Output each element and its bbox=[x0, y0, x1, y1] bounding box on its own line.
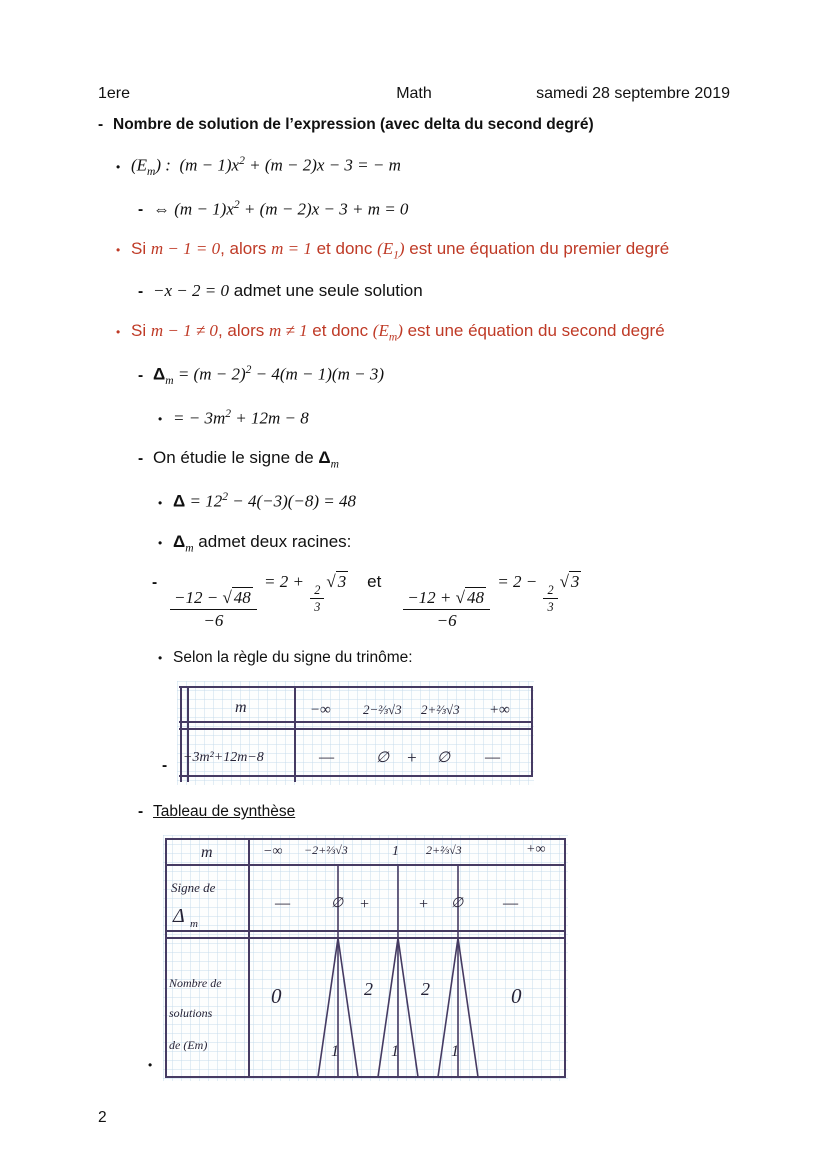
section-title-row bbox=[98, 115, 828, 136]
delta-sign-intro: On étudie le signe de $\Delta_m$ bbox=[153, 448, 339, 471]
dash-marker: - bbox=[138, 201, 144, 219]
bullet-marker: • bbox=[158, 535, 163, 550]
sign-table-row bbox=[162, 681, 828, 785]
table2-sign: — bbox=[275, 893, 291, 913]
bullet-marker: • bbox=[158, 651, 163, 666]
table2-sign: ∅ bbox=[451, 896, 464, 912]
table2-count-bottom: 1 bbox=[451, 1043, 459, 1061]
equation-main: $(E_m)$ : $(m - 1)x^2 + (m - 2)x - 3$ = − m bbox=[131, 153, 401, 178]
table2-count-top: 0 bbox=[511, 984, 522, 1009]
delta-expanded: = − $3m^2 + 12m - 8$ bbox=[173, 406, 309, 428]
delta-sign-intro-row bbox=[138, 447, 828, 472]
case-first-degree-detail: −x − 2 = 0 admet une seule solution bbox=[153, 281, 423, 301]
dash-marker: - bbox=[152, 573, 158, 591]
sign-table-trinome bbox=[177, 681, 534, 785]
trinome-rule-label: Selon la règle du signe du trinôme: bbox=[173, 649, 413, 667]
dash-marker: - bbox=[138, 366, 144, 384]
table2-header-cell: −∞ bbox=[263, 844, 283, 860]
equation-equiv: ⇔ $(m - 1)x^2 + (m - 2)x - 3 + m = 0$ bbox=[153, 197, 409, 219]
delta-roots-intro-row bbox=[158, 531, 828, 556]
table2-sign: — bbox=[503, 893, 519, 913]
table2-sign-label-sub: m bbox=[190, 918, 198, 931]
case-second-degree-row bbox=[116, 320, 828, 345]
case-first-degree: Si m − 1 = 0, alors m = 1 et donc $(E_1)$ est une équation du premier degré bbox=[131, 239, 670, 262]
table1-grid bbox=[177, 681, 534, 785]
roots-expression: $\frac{-12 - √ 48}{-6}$ = 2 + $\frac{2}{3}$ √ 3 et $\frac{-12 + √ 48}{-6}$ = 2 − $\frac{2}{3}$ √ 3 bbox=[167, 571, 581, 631]
delta-definition: $\Delta_m = (m - 2)^2 - 4(m - 1)(m - 3)$ bbox=[153, 363, 385, 388]
table1-header-cell: −∞ bbox=[310, 702, 331, 719]
dash-marker: - bbox=[138, 450, 144, 468]
delta-value: $\Delta = 12^2 - 4(-3)(-8) = 48$ bbox=[173, 490, 357, 512]
table2-sign: ∅ bbox=[331, 896, 344, 912]
table2-count-top: 2 bbox=[364, 979, 373, 1000]
bullet-marker: • bbox=[116, 325, 121, 340]
page-header bbox=[0, 0, 828, 103]
case-second-degree: Si m − 1 ≠ 0, alors m ≠ 1 et donc $(E_m)$ est une équation du second degré bbox=[131, 321, 665, 344]
synthesis-table-row bbox=[148, 835, 828, 1081]
table1-sign: — bbox=[319, 747, 335, 767]
delta-roots-intro: $\Delta_m$ admet deux racines: bbox=[173, 531, 352, 555]
table2-count-bottom: 1 bbox=[391, 1043, 399, 1061]
table1-header-cell: 2−⅔√3 bbox=[363, 702, 402, 718]
table2-count-label: solutions bbox=[169, 1006, 213, 1021]
table2-grid bbox=[163, 835, 568, 1081]
bullet-marker: • bbox=[116, 243, 121, 258]
bullet-marker: • bbox=[116, 159, 121, 174]
table2-count-top: 0 bbox=[271, 984, 282, 1009]
table2-sign: + bbox=[418, 896, 429, 914]
synthese-label: Tableau de synthèse bbox=[153, 803, 296, 821]
header-date: samedi 28 septembre 2019 bbox=[536, 85, 730, 102]
table2-count-top: 2 bbox=[421, 979, 430, 1000]
table2-var: m bbox=[201, 844, 213, 862]
synthese-row bbox=[138, 802, 828, 823]
page-number: 2 bbox=[98, 1109, 107, 1127]
table1-header-cell: 2+⅔√3 bbox=[421, 702, 460, 718]
bullet-marker: • bbox=[148, 1057, 153, 1072]
case-first-degree-row bbox=[116, 238, 828, 263]
table1-header-cell: +∞ bbox=[489, 702, 510, 719]
table1-sign: ∅ bbox=[376, 750, 390, 767]
header-class-level: 1ere bbox=[98, 85, 131, 102]
case-first-degree-detail-row bbox=[138, 280, 828, 303]
dash-marker: - bbox=[138, 803, 144, 821]
equation-equiv-row bbox=[138, 197, 828, 222]
table2-header-cell: 2+⅔√3 bbox=[426, 843, 462, 858]
bullet-marker: • bbox=[158, 496, 163, 511]
equation-main-row bbox=[116, 153, 828, 180]
table2-count-label: Nombre de bbox=[169, 976, 222, 991]
table2-header-cell: 1 bbox=[392, 844, 399, 860]
roots-row bbox=[152, 571, 828, 631]
synthesis-table bbox=[163, 835, 568, 1081]
header-subject: Math bbox=[396, 85, 432, 102]
bullet-marker: • bbox=[158, 412, 163, 427]
dash-marker: - bbox=[98, 116, 104, 133]
table1-sign: + bbox=[406, 748, 418, 768]
table2-header-cell: −2+⅔√3 bbox=[304, 843, 348, 858]
trinome-rule-row bbox=[158, 648, 828, 669]
delta-definition-row bbox=[138, 362, 828, 389]
dash-marker: - bbox=[162, 757, 168, 775]
table1-row-label: −3m²+12m−8 bbox=[183, 750, 264, 766]
table1-var: m bbox=[235, 699, 247, 717]
table2-sign-label-delta: Δ bbox=[173, 905, 185, 928]
section-title: Nombre de solution de l’expression (avec delta du second degré) bbox=[113, 116, 594, 133]
table2-sign: + bbox=[359, 896, 370, 914]
table2-count-label: de (Em) bbox=[169, 1038, 208, 1053]
table2-header-cell: +∞ bbox=[526, 842, 546, 858]
table1-sign: — bbox=[485, 747, 501, 767]
table2-count-bottom: 1 bbox=[331, 1043, 339, 1061]
delta-expanded-row bbox=[158, 406, 828, 431]
dash-marker: - bbox=[138, 283, 144, 301]
table2-sign-label: Signe de bbox=[171, 880, 216, 896]
delta-value-row bbox=[158, 489, 828, 514]
table1-sign: ∅ bbox=[437, 750, 451, 767]
